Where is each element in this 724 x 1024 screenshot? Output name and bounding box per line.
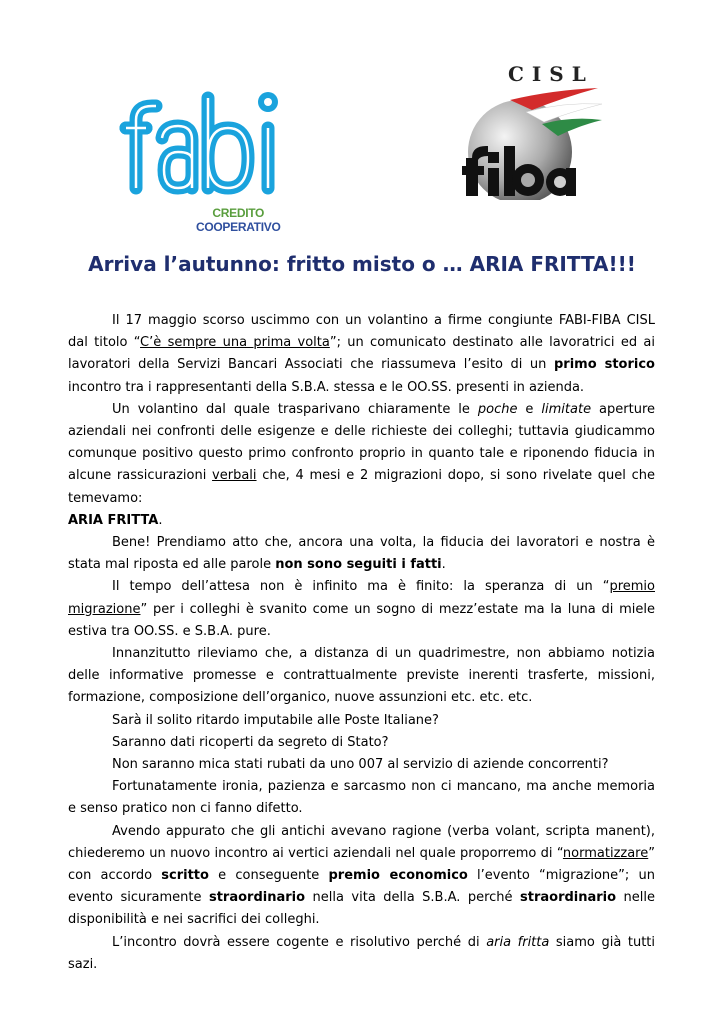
fabi-logo-graphic [118, 86, 286, 206]
fabi-sub-1: CREDITO [212, 206, 265, 220]
text: e [517, 401, 542, 417]
fiba-logo-graphic [462, 60, 612, 200]
paragraph-5: Innanzitutto rileviamo che, a distanza di un quadrimestre, non abbiamo notizia delle informative promesse e contrattualmente previste inerenti trasferte, missioni, formazione, composizione dell’organico, nuove assunzioni etc. etc. etc. [68, 646, 655, 706]
bold-text: straordinario [208, 890, 306, 906]
text: Bene! Prendiamo atto che, ancora una volta, la fiducia dei lavoratori e nostra è stata mal riposta ed alle parole [68, 535, 655, 573]
cisl-logo-text: CISL [508, 62, 594, 86]
paragraph-8: Non saranno mica stati rubati da uno 007 al servizio di aziende concorrenti? [112, 757, 609, 773]
text: che, 4 mesi e 2 migrazioni dopo, si sono rivelate quel che temevamo: [68, 468, 655, 506]
text: Un volantino dal quale trasparivano chiaramente le [112, 401, 478, 417]
text: aperture aziendali nei confronti delle esigenze e delle richieste dei colleghi; tuttavia giudicammo comunque positivo questo primo confronto proprio in quanto tale e riponendo fiducia in alcune rassicurazioni [68, 401, 655, 484]
paragraph-7: Saranno dati ricoperti da segreto di Stato? [112, 734, 389, 750]
italic-text: poche [477, 401, 518, 417]
text: siamo già tutti sazi. [68, 934, 655, 972]
italic-text: limitate [541, 401, 592, 417]
paragraph-1 [68, 310, 655, 399]
text: ” con accordo [68, 845, 655, 884]
bold-text: non sono seguiti i fatti [275, 557, 442, 573]
paragraph-2 [68, 399, 655, 532]
bold-text: straordinario [520, 890, 617, 906]
italic-text: aria fritta [486, 934, 550, 950]
text: ”; un comunicato destinato alle lavoratrici ed ai lavoratori della Servizi Bancari Associati che riassumeva l’esito di un [68, 335, 655, 373]
document-body [68, 310, 655, 976]
text: Il tempo dell’attesa non è infinito ma è finito: la speranza di un “ [112, 579, 610, 595]
text: Avendo appurato che gli antichi avevano ragione (verba volant, scripta manent), chiederemo un nuovo incontro ai vertici aziendali nel quale proporremo di “ [68, 823, 655, 861]
underlined-text: verbali [212, 468, 257, 484]
text: incontro tra i rappresentanti della S.B.A. stessa e le OO.SS. presenti in azienda. [68, 379, 585, 395]
paragraph-10 [68, 821, 655, 932]
paragraph-4 [68, 576, 655, 643]
fabi-logo-subtitle [196, 206, 281, 234]
bold-text: ARIA FRITTA [68, 512, 159, 528]
bold-text: scritto [161, 868, 209, 884]
text: e conseguente [208, 868, 329, 884]
paragraph-3 [68, 532, 655, 576]
fiba-cisl-logo [462, 60, 612, 200]
bold-text: premio economico [328, 868, 468, 884]
text: . [441, 557, 446, 573]
text: nelle disponibilità e nei sacrifici dei colleghi. [68, 890, 655, 928]
underlined-text: premio migrazione [68, 579, 655, 617]
text: l’evento “migrazione”; un evento sicuramente [68, 868, 655, 906]
paragraph-11 [68, 932, 655, 976]
text: Il 17 maggio scorso uscimmo con un volantino a firme congiunte FABI-FIBA CISL dal titolo “ [68, 313, 655, 351]
text: nella vita della S.B.A. perché [305, 890, 520, 906]
paragraph-9: Fortunatamente ironia, pazienza e sarcasmo non ci mancano, ma anche memoria e senso pratico non ci fanno difetto. [68, 779, 655, 817]
paragraph-6: Sarà il solito ritardo imputabile alle Poste Italiane? [112, 712, 439, 728]
underlined-text: normatizzare [562, 845, 649, 861]
document-title: Arriva l’autunno: fritto misto o … ARIA FRITTA!!! [88, 252, 636, 276]
fabi-sub-2: COOPERATIVO [196, 220, 281, 234]
underlined-title: C’è sempre una prima volta [140, 335, 330, 351]
bold-text: primo storico [553, 357, 655, 373]
text: . [158, 512, 163, 528]
text: L’incontro dovrà essere cogente e risolutivo perché di [112, 934, 487, 950]
text: ” per i colleghi è svanito come un sogno di mezz’estate ma la luna di miele estiva tra OO.SS. e S.B.A. pure. [68, 601, 655, 639]
